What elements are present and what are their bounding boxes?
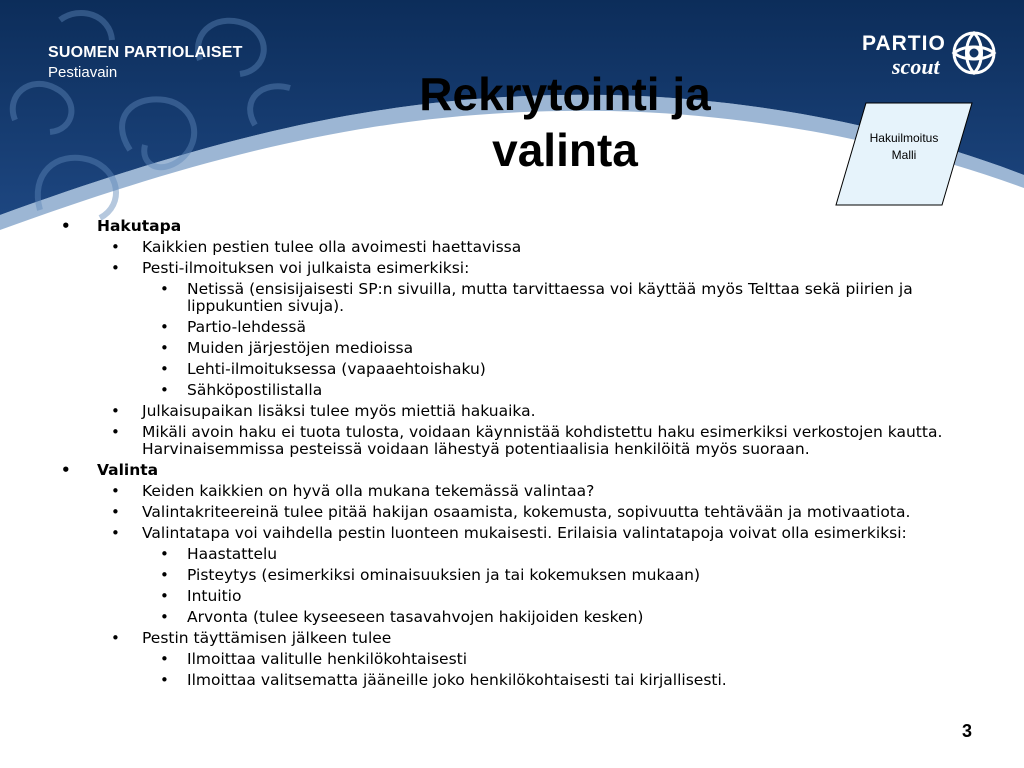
sub-list-item: • Muiden järjestöjen medioissa <box>0 340 1000 357</box>
list-item: • Valintakriteereinä tulee pitää hakijan osaamista, kokemusta, sopivuutta tehtävään ja motivaatiota. <box>0 504 1000 521</box>
section-heading: • Valinta <box>0 462 1000 479</box>
lily-emblem-icon <box>948 24 1000 82</box>
organization-subtitle: Pestiavain <box>48 64 118 81</box>
sub-list-item: • Partio-lehdessä <box>0 319 1000 336</box>
sub-list-item: • Pisteytys (esimerkiksi ominaisuuksien ja tai kokemuksen mukaan) <box>0 567 1000 584</box>
page-number: 3 <box>962 721 973 741</box>
list-item: • Mikäli avoin haku ei tuota tulosta, voidaan käynnistää kohdistettu haku esimerkiksi verkostojen kautta. Harvinaisemmissa pesteissä voidaan lähestyä potentiaalisia henkilöitä myös suoraan. <box>0 424 1000 458</box>
slide-title <box>320 66 810 178</box>
list-item: • Julkaisupaikan lisäksi tulee myös miettiä hakuaika. <box>0 403 1000 420</box>
callout-parallelogram <box>834 102 974 210</box>
sub-list-item: • Sähköpostilistalla <box>0 382 1000 399</box>
section-heading: • Hakutapa <box>0 218 1000 235</box>
organization-block <box>48 44 243 81</box>
list-item: • Pesti-ilmoituksen voi julkaista esimerkiksi: <box>0 260 1000 277</box>
list-item: • Keiden kaikkien on hyvä olla mukana tekemässä valintaa? <box>0 483 1000 500</box>
sub-list-item: • Lehti-ilmoituksessa (vapaaehtoishaku) <box>0 361 1000 378</box>
callout-text <box>846 130 962 164</box>
list-item: • Pestin täyttämisen jälkeen tulee <box>0 630 1000 647</box>
list-item: • Kaikkien pestien tulee olla avoimesti haettavissa <box>0 239 1000 256</box>
organization-name: SUOMEN PARTIOLAISET <box>48 44 243 61</box>
sub-list-item: • Intuitio <box>0 588 1000 605</box>
partio-scout-logo <box>862 24 1002 84</box>
sub-list-item: • Haastattelu <box>0 546 1000 563</box>
logo-word-scout: scout <box>892 54 940 79</box>
logo-word-partio: PARTIO <box>862 32 946 55</box>
sub-list-item: • Ilmoittaa valitsematta jääneille joko henkilökohtaisesti tai kirjallisesti. <box>0 672 1000 689</box>
callout-line-2: Malli <box>891 148 917 162</box>
sub-list-item: • Ilmoittaa valitulle henkilökohtaisesti <box>0 651 1000 668</box>
slide-title-line-1: Rekrytointi ja <box>419 68 711 120</box>
sub-list-item: • Netissä (ensisijaisesti SP:n sivuilla, mutta tarvittaessa voi käyttää myös Telttaa sekä piirien ja lippukuntien sivuja). <box>0 281 1000 315</box>
list-item: • Valintatapa voi vaihdella pestin luonteen mukaisesti. Erilaisia valintatapoja voivat olla esimerkiksi: <box>0 525 1000 542</box>
callout-line-1: Hakuilmoitus <box>869 131 939 145</box>
slide-title-line-2: valinta <box>492 124 638 176</box>
bullet-content <box>0 218 1000 693</box>
sub-list-item: • Arvonta (tulee kyseeseen tasavahvojen hakijoiden kesken) <box>0 609 1000 626</box>
